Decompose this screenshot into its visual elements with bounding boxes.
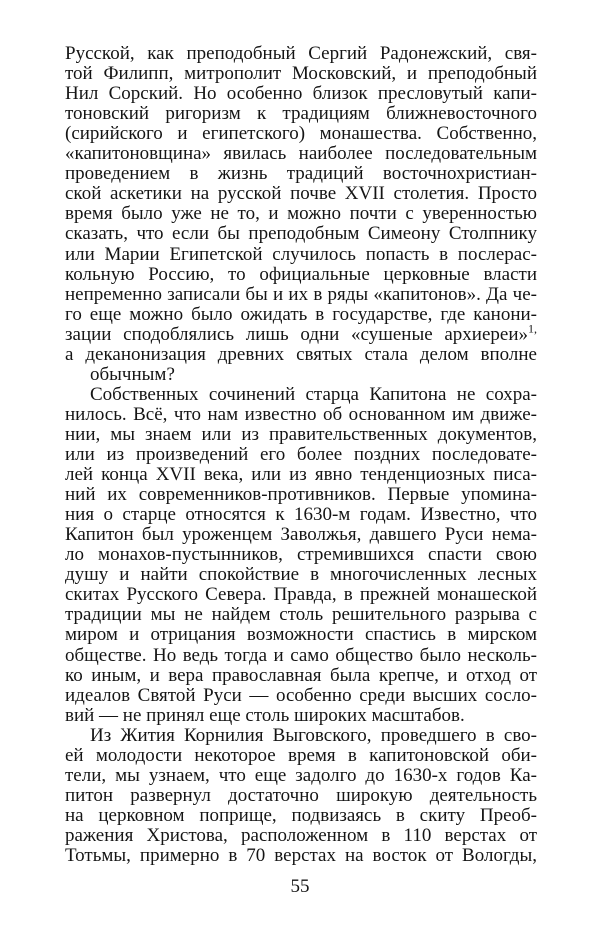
- text-line: скитах Русского Севера. Правда, в прежней монашеской: [65, 584, 537, 606]
- text-line: кольную Россию, то официальные церковные власти: [65, 263, 537, 285]
- text-line: нии, мы знаем или из правительственных документов,: [65, 423, 537, 445]
- text-line: проведением в жизнь традиций восточнохристиан-: [65, 163, 537, 185]
- footnote-marker: 1,: [528, 321, 537, 336]
- text-line: обычным?: [90, 363, 175, 385]
- text-line: Нил Сорский. Но особенно близок пресловутый капи-: [65, 83, 537, 105]
- text-line: ло монахов-пустынников, стремившихся спасти свою: [65, 544, 537, 566]
- text-line: «капитоновщина» явилась наиболее последовательным: [65, 143, 537, 165]
- text-line: идеалов Святой Руси — особенно среди высших сосло-: [65, 684, 537, 706]
- text-line-with-footnote: [65, 321, 537, 345]
- text-line: а деканонизация древних святых стала делом вполне: [65, 343, 537, 365]
- text-line: го еще можно было ожидать в государстве, где канони-: [65, 303, 537, 325]
- text-line: сказать, что если бы преподобным Симеону Столпнику: [65, 223, 537, 245]
- page-number: 55: [290, 876, 310, 897]
- text-line: ния о старце относятся к 1630-м годам. Известно, что: [65, 504, 537, 526]
- text-line: тоновский ригоризм к традициям ближневосточного: [65, 103, 537, 125]
- text-line: обществе. Но ведь тогда и само общество было несколь-: [65, 644, 537, 666]
- text-line-content: зации сподоблялись лишь одни «сушеные архиереи»: [65, 323, 528, 345]
- text-line: Русской, как преподобный Сергий Радонежский, свя-: [65, 43, 537, 64]
- text-line: лей конца XVII века, или из явно тенденциозных писа-: [65, 464, 537, 485]
- text-line: на церковном поприще, подвизаясь в скиту Преоб-: [65, 804, 537, 826]
- text-line: (сирийского и египетского) монашества. Собственно,: [65, 123, 537, 145]
- text-line: питон развернул достаточно широкую деятельность: [65, 784, 537, 806]
- text-line: душу и найти спокойствие в многочисленных лесных: [65, 564, 537, 586]
- text-line: Собственных сочинений старца Капитона не сохра-: [90, 383, 537, 405]
- text-line: миром и отрицания возможности спастись в мирском: [65, 624, 537, 646]
- text-line: время было уже не то, и можно почти с уверенностью: [65, 203, 537, 225]
- text-line: Тотьмы, примерно в 70 верстах на восток от Вологды,: [65, 845, 537, 866]
- text-line: традиции мы не найдем столь решительного разрыва с: [65, 604, 537, 626]
- text-line: непременно записали бы и их в ряды «капитонов». Да че-: [65, 283, 537, 305]
- text-line: Из Жития Корнилия Выговского, проведшего в сво-: [90, 724, 537, 746]
- text-line: ко иным, и вера православная была крепче, и отход от: [65, 664, 537, 686]
- text-line: Капитон был уроженцем Заволжья, давшего Руси нема-: [65, 524, 537, 546]
- text-line: вий — не принял еще столь широких масштабов.: [65, 704, 465, 726]
- text-line: тели, мы узнаем, что еще задолго до 1630-х годов Ка-: [65, 764, 537, 786]
- text-line: той Филипп, митрополит Московский, и преподобный: [65, 63, 537, 84]
- text-line: ний их современников-противников. Первые упомина-: [65, 484, 537, 506]
- text-line: ей молодости некоторое время в капитоновской оби-: [65, 744, 537, 766]
- text-line: ской аскетики на русской почве XVII столетия. Просто: [65, 183, 537, 205]
- text-line: ражения Христова, расположенном в 110 верстах от: [65, 824, 537, 846]
- text-line: или Марии Египетской случилось попасть в послерас-: [65, 243, 537, 265]
- text-line: или из произведений его более поздних последовате-: [65, 444, 537, 465]
- text-line: нилось. Всё, что нам известно об основанном им движе-: [65, 403, 537, 425]
